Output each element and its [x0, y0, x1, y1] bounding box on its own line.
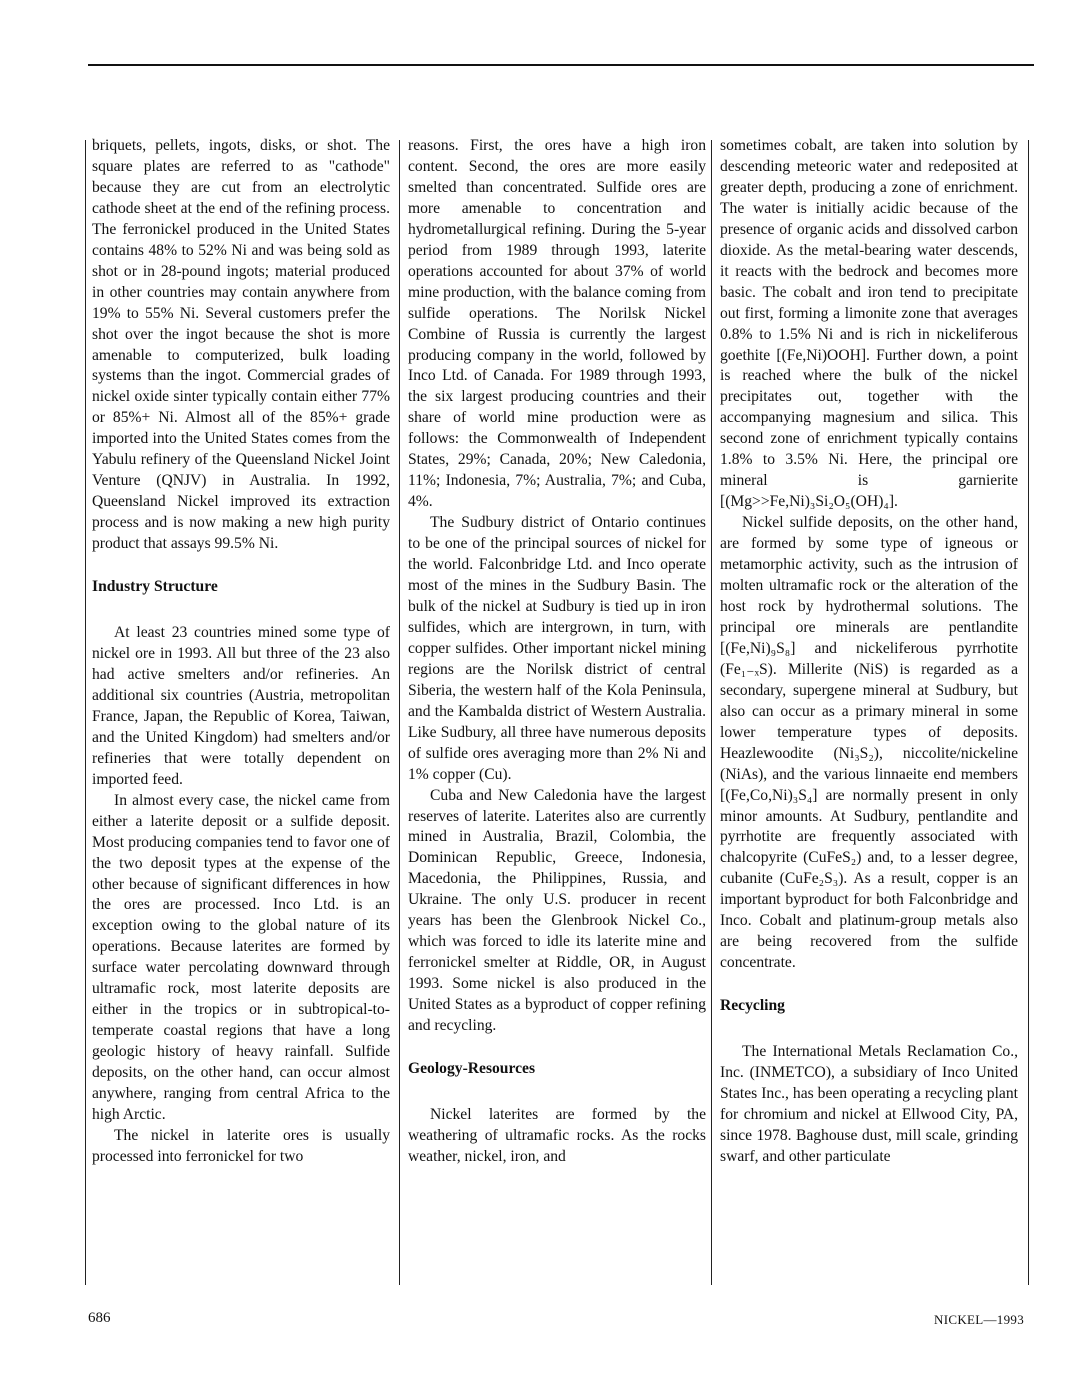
paragraph: At least 23 countries mined some type of nickel ore in 1993. All but three of the 23 also had active smelters and/or refineries. An additional six countries (Austria, metropolitan France, Japan, the Republic of Korea, Taiwan, and the United Kingdom) had smelters and/or refineries that were totally dependent on imported feed.	[92, 624, 390, 788]
paragraph: sometimes cobalt, are taken into solution by descending meteoric water and redeposited at greater depth, producing a zone of enrichment. The water is initially acidic because of the presence of organic acids and dissolved carbon dioxide. As the metal-bearing water descends, it reacts with the bedrock and becomes more basic. The cobalt and iron tend to precipitate out first, forming a limonite zone that averages 0.8% to 1.5% Ni and is rich in nickeliferous goethite [(Fe,Ni)OOH]. Further down, a point is reached where the bulk of the nickel precipitates out, together with the accompanying magnesium and silica. This second zone of enrichment typically contains 1.8% to 3.5% Ni. Here, the principal ore mineral is garnierite [(Mg>>Fe,Ni)₃Si₂O₅(OH)₄].	[720, 137, 1018, 511]
text-column-2	[408, 136, 706, 1286]
paragraph: The International Metals Reclamation Co., Inc. (INMETCO), a subsidiary of Inco United States Inc., has been operating a recycling plant for chromium and nickel at Ellwood City, PA, since 1978. Baghouse dust, mill scale, grinding swarf, and other particulate	[720, 1043, 1018, 1165]
header-rule	[88, 64, 1034, 66]
column-divider	[399, 140, 400, 1285]
paragraph: The Sudbury district of Ontario continues to be one of the principal sources of nickel for the world. Falconbridge Ltd. and Inco operate most of the mines in the Sudbury Basin. The bulk of the nickel at Sudbury is tied up in iron sulfides, which are intergrown, in turn, with copper sulfides. Other important nickel mining regions are the Norilsk district of central Siberia, the western half of the Kola Peninsula, and the Kambalda district of Western Australia. Like Sudbury, all three have numerous deposits of sulfide ores averaging more than 2% Ni and 1% copper (Cu).	[408, 514, 706, 783]
text-column-3	[720, 136, 1018, 1286]
paragraph: Nickel sulfide deposits, on the other hand, are formed by some type of igneous or metamorphic activity, such as the intrusion of molten ultramafic rock or the alteration of the host rock by hydrothermal solutions. The principal ore minerals are pentlandite [(Fe,Ni)₉S₈] and nickeliferous pyrrhotite (Fe₁₋ₓS). Millerite (NiS) is regarded as a secondary, supergene mineral at Sudbury, but also can occur as a primary mineral in some lower temperature types of deposits. Heazlewoodite (Ni₃S₂), niccolite/nickeline (NiAs), and the various linnaeite end members [(Fe,Co,Ni)₃S₄] are normally present in only minor amounts. At Sudbury, pentlandite and pyrrhotite are frequently associated with chalcopyrite (CuFeS₂) and, to a lesser degree, cubanite (CuFe₂S₃). As a result, copper is an important byproduct for both Falconbridge and Inco. Cobalt and platinum-group metals also are being recovered from the sulfide concentrate.	[720, 514, 1018, 972]
paragraph: briquets, pellets, ingots, disks, or shot. The square plates are referred to as "cathode" because they are cut from an electrolytic cathode sheet at the end of the refining process. The ferronickel produced in the United States contains 48% to 52% Ni and was being sold as shot or in 28-pound ingots; material produced in other countries may contain anywhere from 19% to 55% Ni. Several customers prefer the shot over the ingot because the shot is more amenable to computerized, bulk loading systems than the ingot. Commercial grades of nickel oxide sinter typically contain either 77% or 85%+ Ni. Almost all of the 85%+ grade imported into the United States comes from the Yabulu refinery of the Queensland Nickel Joint Venture (QNJV) in Australia. In 1992, Queensland Nickel improved its extraction process and is now making a new high purity product that assays 99.5% Ni.	[92, 137, 390, 553]
page-number: 686	[88, 1310, 111, 1326]
column-divider	[711, 140, 712, 1285]
paragraph: The nickel in laterite ores is usually processed into ferronickel for two	[92, 1126, 390, 1165]
paragraph: Nickel laterites are formed by the weathering of ultramafic rocks. As the rocks weather, nickel, iron, and	[408, 1105, 706, 1165]
paragraph: Cuba and New Caledonia have the largest reserves of laterite. Laterites also are currently mined in Australia, Brazil, Colombia, the Dominican Republic, Greece, Indonesia, Macedonia, the Philippines, Russia, and Ukraine. The only U.S. producer in recent years has been the Glenbrook Nickel Co., which was forced to idle its laterite mine and ferronickel smelter at Riddle, OR, in August 1993. Some nickel is also produced in the United States as a byproduct of copper refining and recycling.	[408, 786, 706, 1035]
text-column-1	[92, 136, 390, 1286]
section-heading-geology-resources: Geology-Resources	[408, 1059, 536, 1077]
column-divider	[1028, 140, 1029, 1285]
section-heading-recycling: Recycling	[720, 997, 785, 1015]
paragraph: reasons. First, the ores have a high iron content. Second, the ores are more easily smelted than concentrated. Sulfide ores are more amenable to concentration and hydrometallurgical refining. During the 5-year period from 1989 through 1993, laterite operations accounted for about 37% of world mine production, with the balance coming from sulfide operations. The Norilsk Nickel Combine of Russia is currently the largest producing company in the world, followed by Inco Ltd. of Canada. For 1989 through 1993, the six largest producing countries and their share of world mine production were as follows: the Commonwealth of Independent States, 29%; Canada, 20%; New Caledonia, 11%; Indonesia, 7%; Australia, 7%; and Cuba, 4%.	[408, 137, 706, 511]
column-divider	[85, 140, 86, 1285]
section-heading-industry-structure: Industry Structure	[92, 578, 218, 596]
running-footer: NICKEL—1993	[934, 1312, 1024, 1327]
paragraph: In almost every case, the nickel came from either a laterite deposit or a sulfide deposit. Most producing companies tend to favor one of the two deposit types at the expense of the other because of significant differences in how the ores are processed. Inco Ltd. is an exception owing to the global nature of its operations. Because laterites are formed by surface water percolating downward through ultramafic rock, most laterite deposits are either in the tropics or in subtropical-to-temperate coastal regions that have a long geologic history of heavy rainfall. Sulfide deposits, on the other hand, can occur almost anywhere, ranging from central Africa to the high Arctic.	[92, 791, 390, 1123]
